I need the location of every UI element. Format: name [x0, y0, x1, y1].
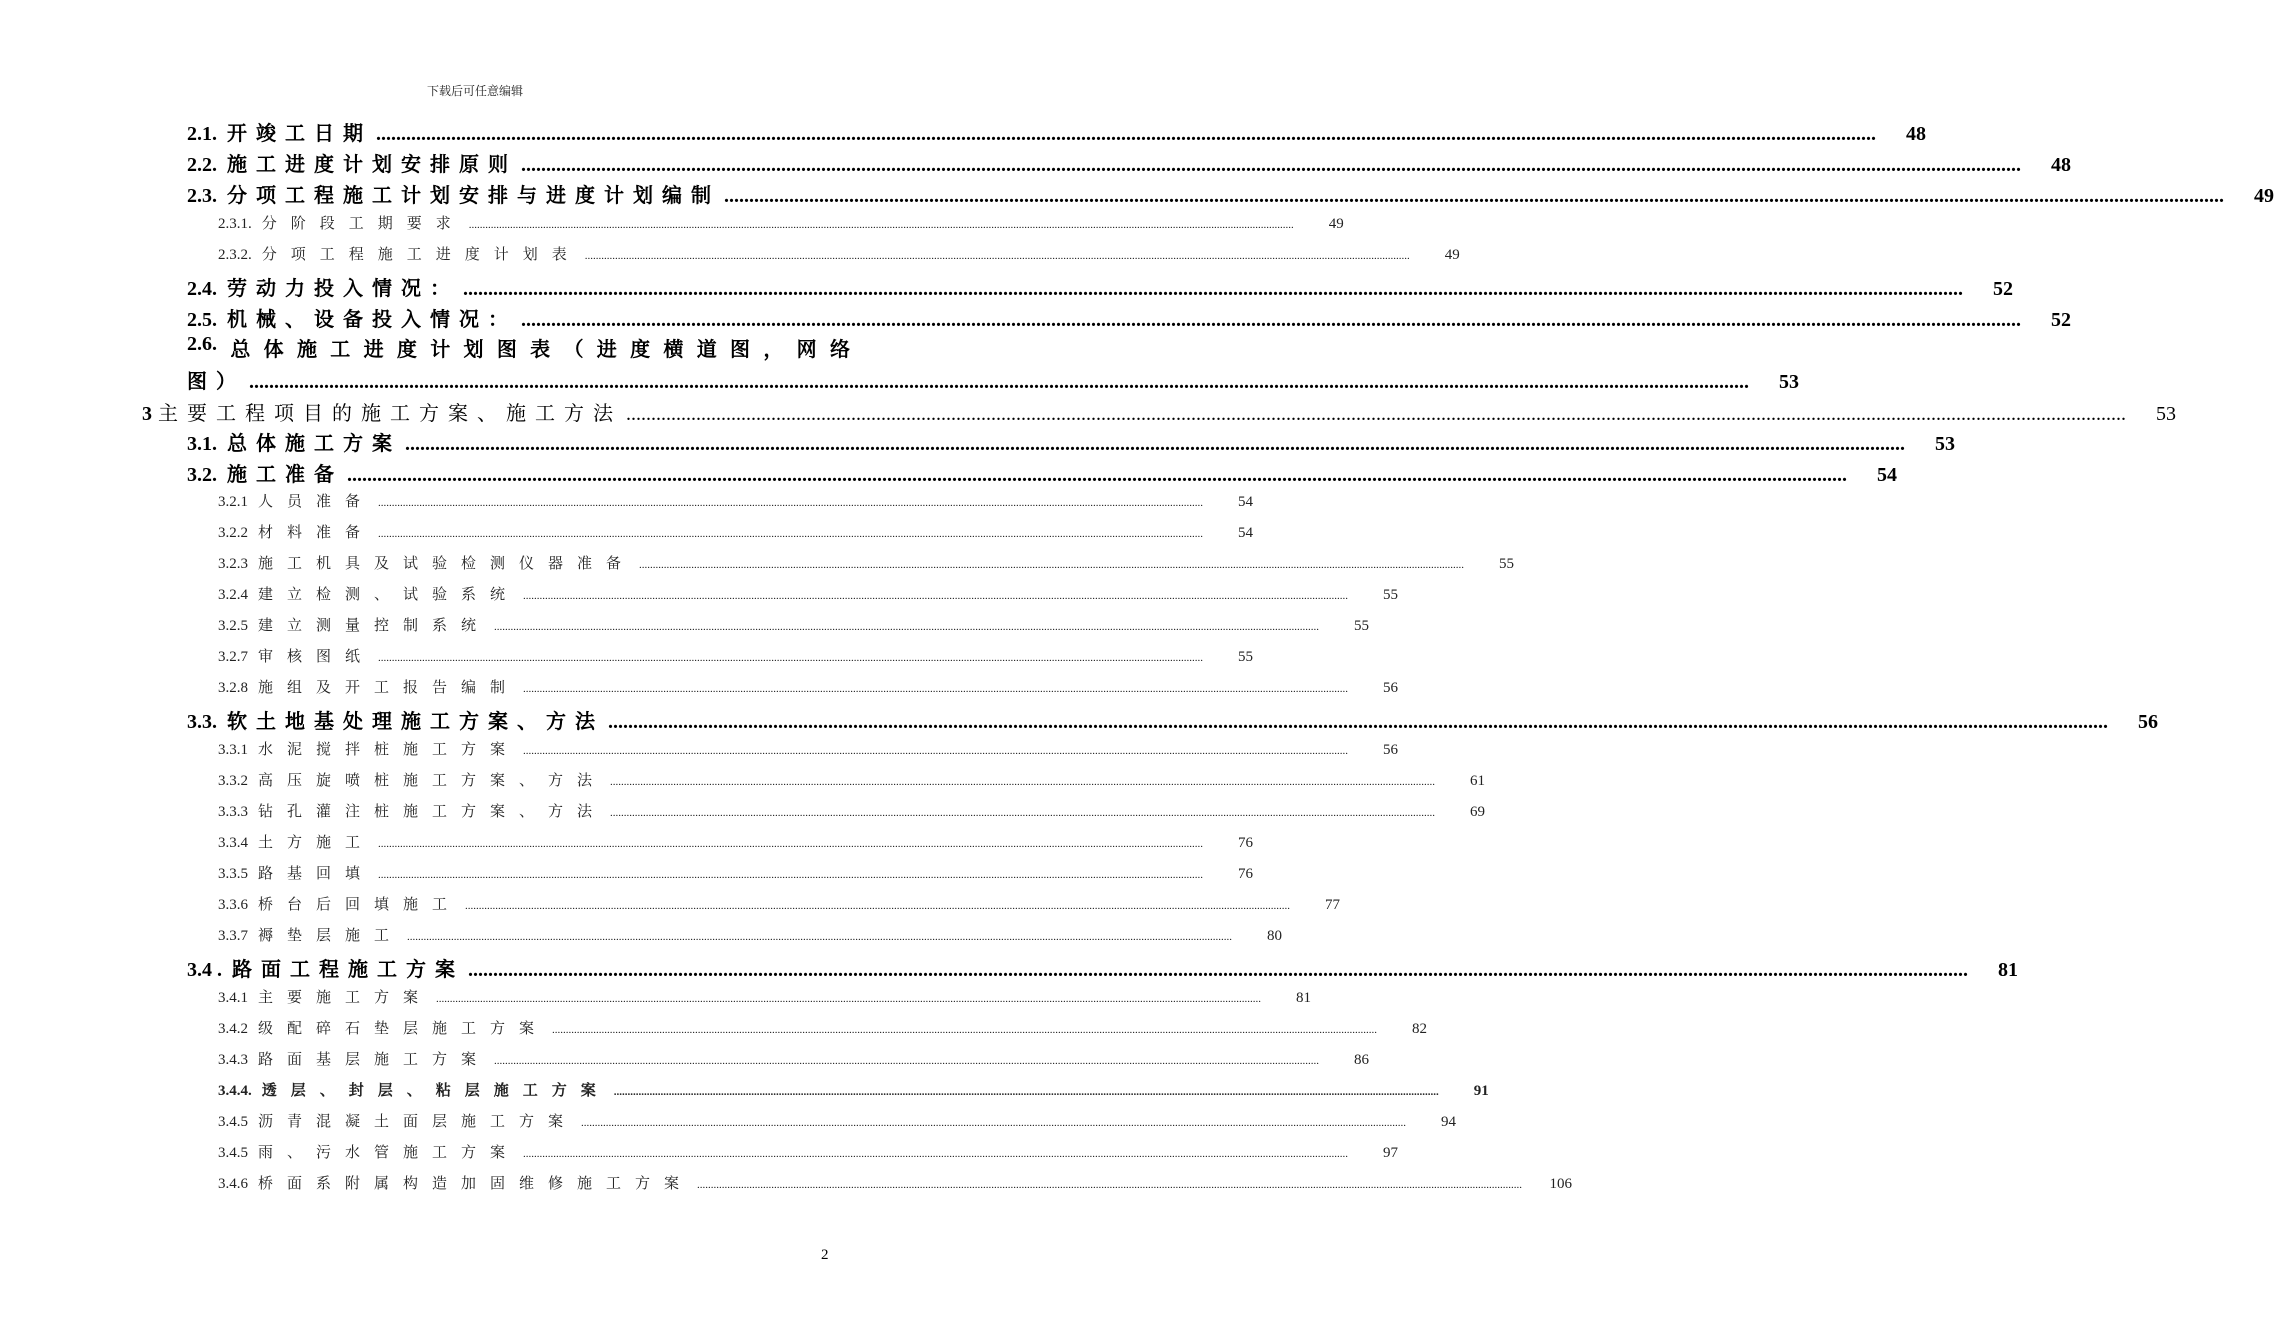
toc-entry[interactable] [187, 148, 2071, 177]
toc-entry-title: 建立测量控制系统 [258, 618, 491, 634]
toc-entry-page: 53 [1935, 433, 1955, 455]
toc-entry-title: 分项工程施工进度计划表 [261, 247, 581, 263]
toc-entry-number: 3.3.4 [218, 835, 248, 851]
toc-leader-dots: ............................................................................................................................................................................................................................................................................................................ [494, 621, 1320, 633]
toc-entry[interactable] [218, 1141, 1399, 1162]
toc-entry[interactable] [218, 212, 1344, 233]
toc-entry-number: 3.4.5 [218, 1114, 248, 1130]
toc-leader-dots: ............................................................................................................................................................................................................................................................................................................ [405, 433, 1905, 455]
page-number: 2 [821, 1247, 829, 1263]
toc-entry-page: 81 [1998, 959, 2018, 981]
toc-entry[interactable] [187, 179, 2274, 208]
toc-entry-page: 56 [2138, 711, 2158, 733]
toc-entry-title: 开竣工日期 [227, 123, 372, 145]
toc-entry[interactable] [187, 458, 1897, 487]
toc-leader-dots: ............................................................................................................................................................................................................................................................................................................ [468, 959, 1968, 981]
toc-entry[interactable] [218, 924, 1283, 945]
toc-entry-title-char: 络 [829, 339, 850, 361]
toc-entry[interactable] [218, 521, 1254, 542]
toc-entry-number: 2.2. [187, 154, 217, 176]
toc-entry-title: 透层、封层、粘层施工方案 [261, 1083, 610, 1099]
toc-entry-number: 3.4.3 [218, 1052, 248, 1068]
toc-leader-dots: ............................................................................................................................................................................................................................................................................................................ [697, 1179, 1523, 1191]
toc-entry-number: 3.2.2 [218, 525, 248, 541]
toc-entry-number: 3.2.4 [218, 587, 248, 603]
toc-entry[interactable] [218, 1048, 1370, 1069]
toc-entry-page: 56 [1383, 680, 1399, 696]
toc-entry[interactable] [218, 800, 1486, 821]
toc-leader-dots: ............................................................................................................................................................................................................................................................................................................ [581, 1117, 1407, 1129]
toc-leader-dots: ............................................................................................................................................................................................................................................................................................................ [610, 776, 1436, 788]
toc-entry-number: 3.2. [187, 464, 217, 486]
toc-entry-number: 2.5. [187, 309, 217, 331]
toc-leader-dots: ............................................................................................................................................................................................................................................................................................................ [608, 711, 2108, 733]
toc-entry-number: 3.4 . [187, 959, 222, 981]
toc-entry-page: 97 [1383, 1145, 1399, 1161]
toc-entry-number: 3.4.2 [218, 1021, 248, 1037]
toc-entry[interactable] [187, 272, 2013, 301]
toc-entry-title-char: 道 [696, 339, 717, 361]
toc-entry[interactable] [218, 1110, 1457, 1131]
toc-entry-title: 施工准备 [227, 464, 343, 486]
toc-entry-title: 高压旋喷桩施工方案、方法 [258, 773, 607, 789]
toc-entry-title: 雨、污水管施工方案 [258, 1145, 520, 1161]
toc-entry-title-char: 总 [230, 339, 251, 361]
toc-entry-page: 94 [1441, 1114, 1457, 1130]
toc-entry[interactable] [218, 583, 1399, 604]
toc-entry-title: 材料准备 [258, 525, 375, 541]
toc-entry-number: 2.6. [187, 333, 217, 355]
toc-entry-number: 2.3.1. [218, 216, 252, 232]
toc-entry-page: 54 [1238, 494, 1254, 510]
toc-entry-number: 3.3.3 [218, 804, 248, 820]
toc-entry-page: 54 [1877, 464, 1897, 486]
toc-entry-page: 69 [1470, 804, 1486, 820]
toc-entry-title: 审核图纸 [258, 649, 375, 665]
toc-entry-title: 土方施工 [258, 835, 375, 851]
toc-entry[interactable] [218, 676, 1399, 697]
toc-leader-dots: ............................................................................................................................................................................................................................................................................................................ [494, 1055, 1320, 1067]
toc-entry-title-char: 进 [363, 339, 384, 361]
toc-entry-page: 56 [1383, 742, 1399, 758]
toc-leader-dots: ............................................................................................................................................................................................................................................................................................................ [407, 931, 1233, 943]
toc-entry-page: 55 [1238, 649, 1254, 665]
toc-entry-number: 2.4. [187, 278, 217, 300]
toc-entry-title: 人员准备 [258, 494, 375, 510]
toc-entry[interactable] [187, 303, 2071, 332]
toc-entry-title-char: 体 [263, 339, 284, 361]
toc-leader-dots: ............................................................................................................................................................................................................................................................................................................ [613, 1086, 1439, 1098]
toc-entry-title: 分项工程施工计划安排与进度计划编制 [227, 185, 720, 207]
toc-entry-title-char: 度 [630, 339, 651, 361]
toc-entry-title-char: 工 [330, 339, 351, 361]
toc-entry-title: 桥面系附属构造加固维修施工方案 [258, 1176, 694, 1192]
toc-entry-title: 施工机具及试验检测仪器准备 [258, 556, 636, 572]
toc-entry-page: 48 [1906, 123, 1926, 145]
toc-entry-page: 86 [1354, 1052, 1370, 1068]
toc-entry-title-char: 图 [496, 339, 517, 361]
toc-entry-title: 水泥搅拌桩施工方案 [258, 742, 520, 758]
toc-leader-dots: ............................................................................................................................................................................................................................................................................................................ [521, 154, 2021, 176]
toc-leader-dots: ............................................................................................................................................................................................................................................................................................................ [249, 371, 1749, 393]
toc-entry-title: 分阶段工期要求 [261, 216, 465, 232]
toc-entry-title-char: 计 [430, 339, 451, 361]
toc-entry-title: 施工进度计划安排原则 [227, 154, 517, 176]
toc-entry-title: 褥垫层施工 [258, 928, 404, 944]
toc-entry-page: 54 [1238, 525, 1254, 541]
toc-entry[interactable] [187, 953, 2018, 982]
toc-entry-title-char: 施 [296, 339, 317, 361]
toc-leader-dots: ............................................................................................................................................................................................................................................................................................................ [378, 497, 1204, 509]
toc-entry-number: 3.3.5 [218, 866, 248, 882]
toc-entry[interactable] [218, 769, 1486, 790]
toc-entry-number: 3.2.7 [218, 649, 248, 665]
toc-entry-number: 3.4.6 [218, 1176, 248, 1192]
toc-entry-page: 49 [1444, 247, 1460, 263]
toc-entry-title: 路基回填 [258, 866, 375, 882]
toc-entry[interactable] [218, 831, 1254, 852]
toc-entry-title: 桥台后回填施工 [258, 897, 462, 913]
toc-entry-title: 建立检测、试验系统 [258, 587, 520, 603]
toc-entry-title-char: ， [763, 339, 784, 361]
toc-entry-title-char: 划 [463, 339, 484, 361]
toc-entry[interactable] [187, 705, 2158, 734]
toc-entry-number: 3.4.5 [218, 1145, 248, 1161]
toc-entry-title-char: 图 [730, 339, 750, 361]
toc-entry-number: 3.2.8 [218, 680, 248, 696]
toc-entry[interactable] [187, 117, 1926, 146]
toc-entry-number: 3.1. [187, 433, 217, 455]
toc-entry-number: 3.3. [187, 711, 217, 733]
toc-entry[interactable] [218, 862, 1254, 883]
toc-entry-page: 49 [2254, 185, 2274, 207]
toc-leader-dots: ............................................................................................................................................................................................................................................................................................................ [584, 250, 1410, 262]
toc-entry-number: 3.4.1 [218, 990, 248, 1006]
toc-entry-number: 3.3.7 [218, 928, 248, 944]
toc-entry[interactable] [218, 986, 1312, 1007]
page-header: 下载后可任意编辑 [426, 84, 523, 98]
toc-entry-title-char: 网 [796, 339, 817, 361]
toc-leader-dots: ............................................................................................................................................................................................................................................................................................................ [347, 464, 1847, 486]
toc-entry-title: 路面工程施工方案 [232, 959, 464, 981]
toc-entry[interactable] [218, 614, 1370, 635]
toc-entry-page: 53 [2156, 403, 2176, 425]
toc-entry[interactable] [142, 397, 2176, 426]
toc-leader-dots: ............................................................................................................................................................................................................................................................................................................ [552, 1024, 1378, 1036]
toc-entry-number: 2.3.2. [218, 247, 252, 263]
toc-entry-page: 52 [2051, 309, 2071, 331]
toc-entry-title: 劳动力投入情况： [227, 278, 459, 300]
toc-entry-title: 主要施工方案 [258, 990, 433, 1006]
toc-entry-title: 路面基层施工方案 [258, 1052, 491, 1068]
toc-entry-page: 61 [1470, 773, 1486, 789]
toc-entry-page: 48 [2051, 154, 2071, 176]
toc-entry-title: 机械、设备投入情况： [227, 309, 517, 331]
toc-entry-number: 3.2.5 [218, 618, 248, 634]
toc-entry-title-char: （ [563, 339, 584, 361]
toc-leader-dots: ............................................................................................................................................................................................................................................................................................................ [463, 278, 1963, 300]
toc-entry-title-char: 度 [396, 339, 417, 361]
toc-entry-page: 49 [1328, 216, 1344, 232]
toc-entry-number: 3.2.3 [218, 556, 248, 572]
toc-entry-page: 55 [1499, 556, 1515, 572]
toc-leader-dots: ............................................................................................................................................................................................................................................................................................................ [626, 403, 2126, 425]
toc-entry-title: 级配碎石垫层施工方案 [258, 1021, 549, 1037]
toc-leader-dots: ............................................................................................................................................................................................................................................................................................................ [376, 123, 1876, 145]
toc-entry-title-char: 表 [530, 339, 551, 361]
toc-entry-page: 55 [1383, 587, 1399, 603]
toc-entry-page: 80 [1267, 928, 1283, 944]
toc-leader-dots: ............................................................................................................................................................................................................................................................................................................ [523, 745, 1349, 757]
toc-entry-title: 沥青混凝土面层施工方案 [258, 1114, 578, 1130]
toc-entry-title: 总体施工方案 [227, 433, 401, 455]
toc-entry-page: 53 [1779, 371, 1799, 393]
toc-entry-title: 主要工程项目的施工方案、施工方法 [158, 403, 622, 425]
toc-leader-dots: ............................................................................................................................................................................................................................................................................................................ [610, 807, 1436, 819]
toc-leader-dots: ............................................................................................................................................................................................................................................................................................................ [724, 185, 2224, 207]
toc-entry-title: 软土地基处理施工方案、方法 [227, 711, 604, 733]
toc-leader-dots: ............................................................................................................................................................................................................................................................................................................ [639, 559, 1465, 571]
toc-entry-page: 77 [1325, 897, 1341, 913]
toc-entry-number: 3.3.2 [218, 773, 248, 789]
toc-leader-dots: ............................................................................................................................................................................................................................................................................................................ [523, 1148, 1349, 1160]
toc-entry[interactable] [218, 645, 1254, 666]
toc-entry-title: 钻孔灌注桩施工方案、方法 [258, 804, 607, 820]
toc-leader-dots: ............................................................................................................................................................................................................................................................................................................ [468, 219, 1294, 231]
toc-leader-dots: ............................................................................................................................................................................................................................................................................................................ [378, 528, 1204, 540]
toc-entry-page: 106 [1549, 1176, 1573, 1192]
toc-entry-title-char: 进 [596, 339, 617, 361]
toc-leader-dots: ............................................................................................................................................................................................................................................................................................................ [378, 838, 1204, 850]
toc-entry-number: 3.3.6 [218, 897, 248, 913]
toc-entry-title-char: 横 [663, 339, 684, 361]
toc-entry-number: 3.3.1 [218, 742, 248, 758]
toc-entry-page: 55 [1354, 618, 1370, 634]
toc-entry[interactable] [218, 893, 1341, 914]
toc-leader-dots: ............................................................................................................................................................................................................................................................................................................ [378, 652, 1204, 664]
toc-entry-number: 3.4.4. [218, 1083, 252, 1099]
toc-leader-dots: ............................................................................................................................................................................................................................................................................................................ [465, 900, 1291, 912]
toc-entry-page: 76 [1238, 835, 1254, 851]
toc-entry[interactable] [187, 365, 1799, 394]
toc-entry[interactable] [218, 490, 1254, 511]
toc-entry[interactable] [218, 1172, 1573, 1193]
toc-leader-dots: ............................................................................................................................................................................................................................................................................................................ [436, 993, 1262, 1005]
toc-entry-page: 91 [1473, 1083, 1489, 1099]
toc-entry-number: 3.2.1 [218, 494, 248, 510]
toc-entry-page: 76 [1238, 866, 1254, 882]
toc-entry-number: 3 [142, 403, 152, 425]
toc-entry-wrapped-line [187, 333, 850, 362]
toc-entry[interactable] [218, 1079, 1489, 1100]
toc-leader-dots: ............................................................................................................................................................................................................................................................................................................ [523, 590, 1349, 602]
toc-entry-page: 82 [1412, 1021, 1428, 1037]
toc-leader-dots: ............................................................................................................................................................................................................................................................................................................ [523, 683, 1349, 695]
toc-entry[interactable] [218, 738, 1399, 759]
toc-entry-number: 2.1. [187, 123, 217, 145]
toc-leader-dots: ............................................................................................................................................................................................................................................................................................................ [378, 869, 1204, 881]
toc-entry-title: 施组及开工报告编制 [258, 680, 520, 696]
toc-entry-page: 52 [1993, 278, 2013, 300]
toc-entry[interactable] [218, 552, 1515, 573]
toc-entry-number: 2.3. [187, 185, 217, 207]
toc-entry-page: 81 [1296, 990, 1312, 1006]
toc-entry[interactable] [218, 243, 1460, 264]
toc-leader-dots: ............................................................................................................................................................................................................................................................................................................ [521, 309, 2021, 331]
toc-entry[interactable] [187, 427, 1955, 456]
toc-entry[interactable] [218, 1017, 1428, 1038]
toc-entry-title: 图） [187, 371, 245, 393]
